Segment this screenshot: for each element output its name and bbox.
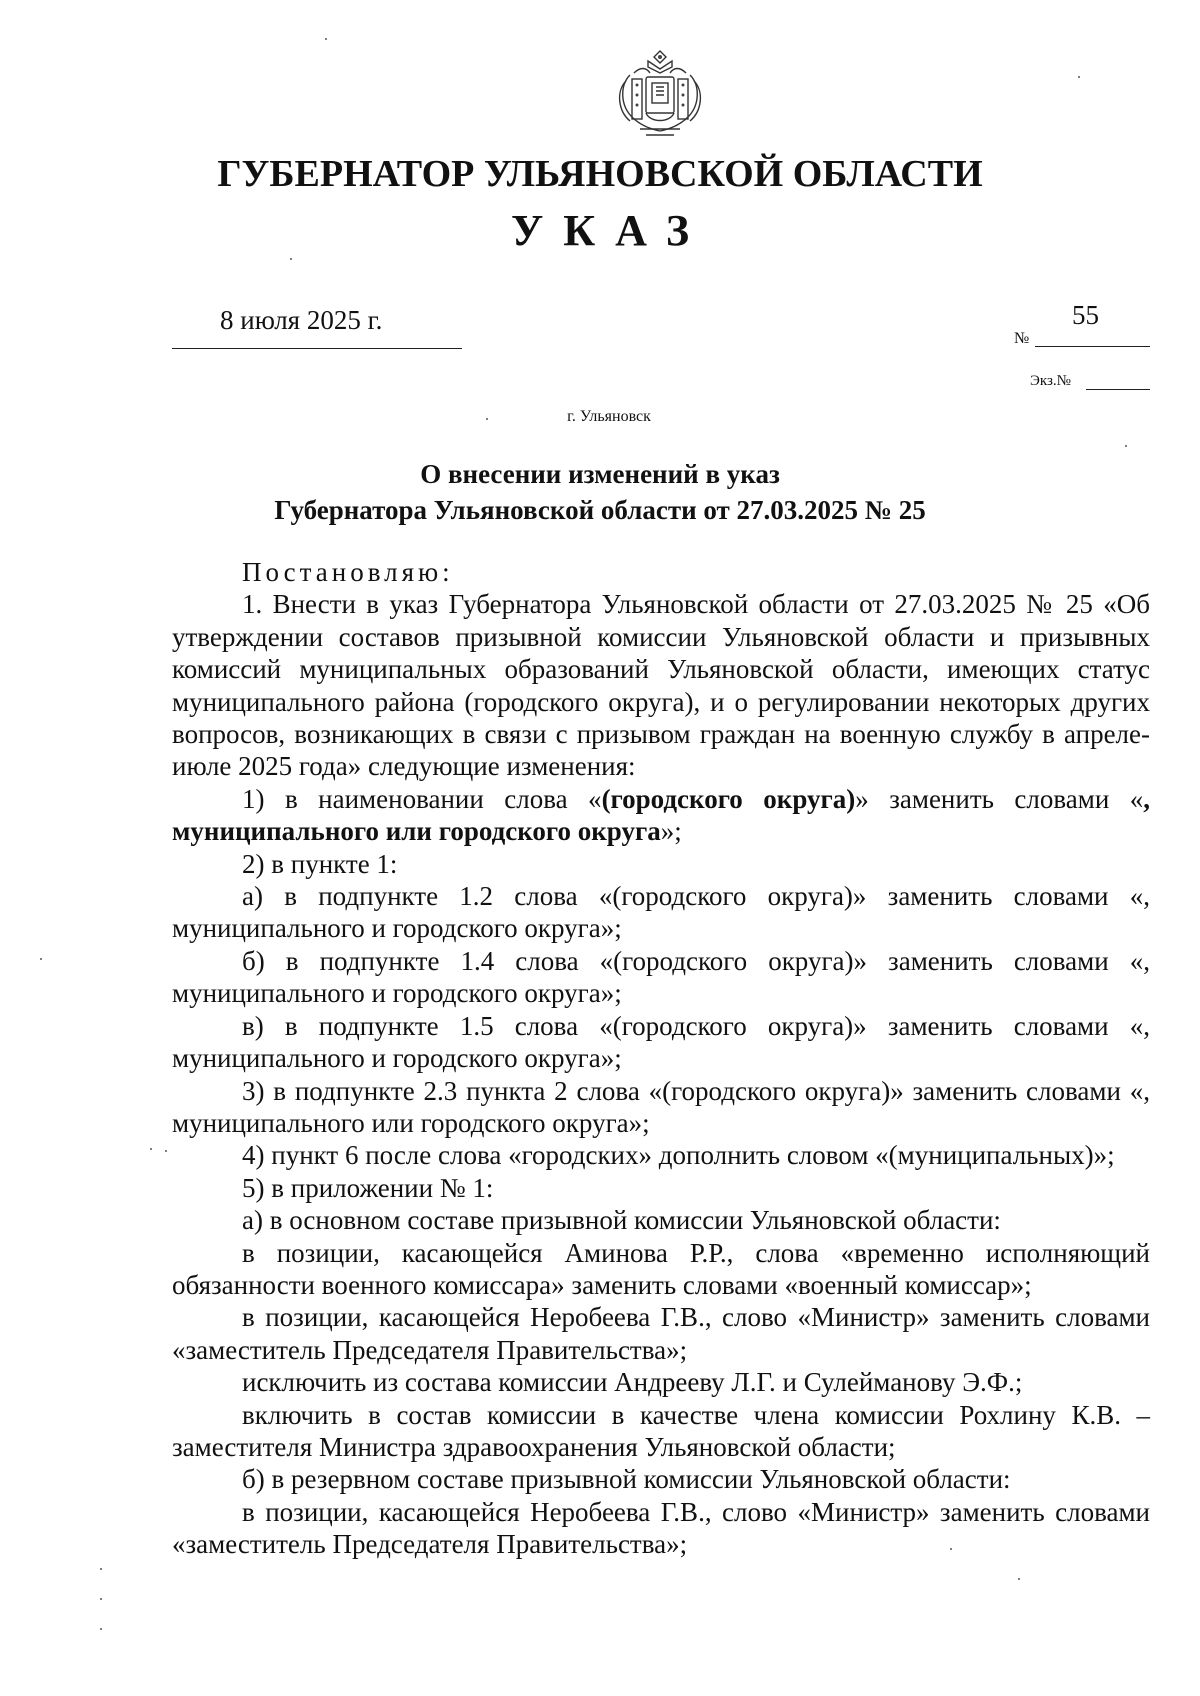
paragraph-include: включить в состав комиссии в качестве члена комиссии Рохлину К.В. – заместителя Министра здравоохранения Ульяновской области; — [172, 1399, 1150, 1462]
paragraph-1-1-part-a: 1) в наименовании слова « — [242, 783, 602, 814]
scan-speck — [1078, 76, 1080, 78]
decree-word: Постановляю: — [242, 557, 454, 587]
scan-speck — [40, 958, 42, 960]
paragraph-aminov: в позиции, касающейся Аминова Р.Р., слова «временно исполняющий обязанности военного комиссара» заменить словами «военный комиссар»; — [172, 1237, 1150, 1300]
paragraph-1-3: 3) в подпункте 2.3 пункта 2 слова «(городского округа)» заменить словами «, муниципального или городского округа»; — [172, 1075, 1150, 1138]
scan-speck — [1018, 1578, 1020, 1580]
document-number: 55 — [1072, 300, 1099, 330]
document-title — [0, 456, 1200, 528]
scan-speck — [100, 1568, 102, 1570]
document-date: 8 июля 2025 г. — [220, 305, 383, 335]
title-line-2: Губернатора Ульяновской области от 27.03.2025 № 25 — [274, 495, 926, 525]
paragraph-nerobeev-main: в позиции, касающейся Неробеева Г.В., слово «Министр» заменить словами «заместитель Председателя Правительства»; — [172, 1302, 1150, 1365]
paragraph-1-1-part-e: »; — [660, 816, 682, 847]
paragraph-1-5-a: а) в основном составе призывной комиссии Ульяновской области: — [242, 1205, 1001, 1236]
paragraph-1-1 — [172, 783, 1150, 848]
paragraph-1-1-old-words: (городского округа) — [601, 783, 856, 814]
paragraph-nerobeev-reserve: в позиции, касающейся Неробеева Г.В., слово «Министр» заменить словами «заместитель Председателя Правительства»; — [172, 1496, 1150, 1560]
paragraph-1-2-a: а) в подпункте 1.2 слова «(городского округа)» заменить словами «, муниципального и городского округа»; — [172, 881, 1150, 944]
paragraph-1-1-part-c: » заменить словами « — [855, 783, 1144, 814]
scan-speck — [950, 1548, 952, 1550]
title-line-1: О внесении изменений в указ — [420, 459, 780, 489]
paragraph-1-1-new-words: , муниципального или городского округа — [172, 783, 1150, 847]
document-body — [172, 556, 1150, 1561]
scan-speck — [325, 38, 327, 40]
scan-speck — [150, 1148, 152, 1150]
scan-speck — [100, 1598, 102, 1600]
scan-speck — [1125, 445, 1127, 447]
paragraph-exclude: исключить из состава комиссии Андрееву Л.Г. и Сулейманову Э.Ф.; — [242, 1367, 1023, 1398]
number-underline — [1035, 346, 1150, 347]
paragraph-1-2-b: б) в подпункте 1.4 слова «(городского округа)» заменить словами «, муниципального и городского округа»; — [172, 945, 1150, 1009]
paragraph-1-2-c: в) в подпункте 1.5 слова «(городского округа)» заменить словами «, муниципального и городского округа»; — [172, 1010, 1150, 1074]
paragraph-1: 1. Внести в указ Губернатора Ульяновской области от 27.03.2025 № 25 «Об утверждении составов призывной комиссии Ульяновской области и призывных комиссий муниципальных образований Ульяновской области, имеющих статус муниципального района (городского округа), и о регулировании некоторых других вопросов, возникающих в связи с призывом граждан на военную службу в апреле-июле 2025 года» следующие изменения: — [172, 589, 1150, 782]
date-underline — [172, 348, 462, 349]
paragraph-1-5-b: б) в резервном составе призывной комиссии Ульяновской области: — [242, 1464, 1011, 1495]
scan-speck — [100, 1628, 102, 1630]
paragraph-1-5: 5) в приложении № 1: — [242, 1172, 494, 1203]
authority-heading: ГУБЕРНАТОР УЛЬЯНОВСКОЙ ОБЛАСТИ — [217, 153, 983, 195]
paragraph-1-2: 2) в пункте 1: — [242, 848, 398, 879]
coat-of-arms-icon — [610, 45, 710, 145]
paragraph-1-4: 4) пункт 6 после слова «городских» дополнить словом «(муниципальных)»; — [242, 1140, 1115, 1171]
document-type-heading: УКАЗ — [510, 206, 710, 255]
scan-speck — [165, 1150, 167, 1152]
copy-number-underline — [1086, 389, 1150, 390]
number-label: № — [1014, 330, 1030, 347]
issuing-city: г. Ульяновск — [567, 408, 651, 425]
scan-speck — [486, 418, 488, 420]
scan-speck — [290, 258, 292, 260]
copy-number-label: Экз.№ — [1030, 373, 1071, 389]
